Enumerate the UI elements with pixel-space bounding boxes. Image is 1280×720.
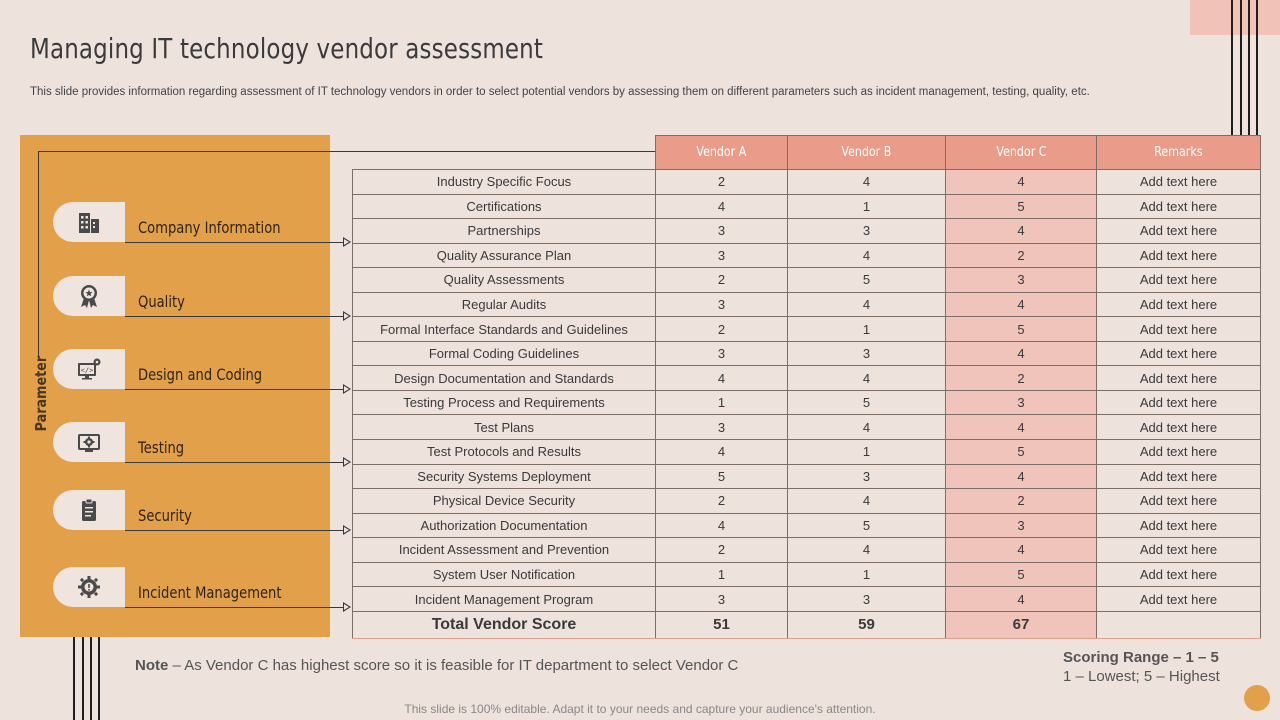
table-row — [353, 538, 1261, 563]
scoring-range-title: Scoring Range – 1 – 5 — [1063, 649, 1219, 666]
vendor-c-cell: 4 — [946, 587, 1097, 612]
code-monitor-icon — [76, 356, 102, 382]
icon-pill — [53, 422, 125, 462]
table-row — [353, 194, 1261, 219]
param-cell: Regular Audits — [353, 292, 656, 317]
vendor-a-cell: 3 — [656, 219, 788, 244]
vendor-a-cell: 4 — [656, 513, 788, 538]
category-label: Company Information — [138, 218, 281, 237]
table-row — [353, 464, 1261, 489]
vendor-b-cell: 1 — [788, 194, 946, 219]
vendor-c-cell: 4 — [946, 341, 1097, 366]
param-cell: Test Protocols and Results — [353, 440, 656, 465]
remarks-cell: Add text here — [1097, 513, 1261, 538]
category-label: Testing — [138, 438, 185, 457]
table-row — [353, 562, 1261, 587]
vendor-c-cell: 3 — [946, 268, 1097, 293]
category-label: Design and Coding — [138, 365, 263, 384]
vendor-c-cell: 5 — [946, 440, 1097, 465]
param-cell: Formal Interface Standards and Guidelines — [353, 317, 656, 342]
decorative-line — [1231, 0, 1233, 135]
vendor-b-cell: 1 — [788, 562, 946, 587]
param-cell: Security Systems Deployment — [353, 464, 656, 489]
vendor-b-cell: 3 — [788, 587, 946, 612]
arrow-icon — [343, 602, 351, 612]
table-row — [353, 170, 1261, 195]
table-header-row — [353, 136, 1261, 170]
vendor-a-cell: 4 — [656, 194, 788, 219]
vendor-c-cell: 2 — [946, 243, 1097, 268]
arrow-icon — [343, 237, 351, 247]
param-cell: Quality Assurance Plan — [353, 243, 656, 268]
param-cell: Testing Process and Requirements — [353, 390, 656, 415]
building-icon — [76, 209, 102, 235]
category-underline — [125, 389, 345, 390]
vendor-a-cell: 5 — [656, 464, 788, 489]
vendor-a-cell: 2 — [656, 317, 788, 342]
icon-pill — [53, 202, 125, 242]
total-row — [353, 611, 1261, 638]
vendor-a-cell: 4 — [656, 366, 788, 391]
vendor-a-cell: 1 — [656, 390, 788, 415]
total-vendor-a-cell: 51 — [656, 611, 788, 638]
scoring-range — [1063, 648, 1220, 686]
vendor-c-cell: 5 — [946, 562, 1097, 587]
vendor-b-cell: 3 — [788, 464, 946, 489]
param-cell: Partnerships — [353, 219, 656, 244]
vendor-c-cell: 2 — [946, 366, 1097, 391]
header-vendor-b: Vendor B — [788, 136, 946, 170]
vendor-a-cell: 3 — [656, 243, 788, 268]
param-cell: Authorization Documentation — [353, 513, 656, 538]
remarks-cell: Add text here — [1097, 194, 1261, 219]
table-row — [353, 513, 1261, 538]
decorative-line — [1248, 0, 1250, 135]
remarks-cell: Add text here — [1097, 440, 1261, 465]
param-cell: Incident Management Program — [353, 587, 656, 612]
vendor-b-cell: 3 — [788, 219, 946, 244]
vendor-assessment-table — [352, 135, 1261, 639]
table-row — [353, 317, 1261, 342]
vendor-b-cell: 1 — [788, 440, 946, 465]
remarks-cell: Add text here — [1097, 243, 1261, 268]
remarks-cell: Add text here — [1097, 587, 1261, 612]
svg-text:</>: </> — [80, 366, 94, 375]
table-row — [353, 268, 1261, 293]
arrow-icon — [343, 384, 351, 394]
param-cell: Incident Assessment and Prevention — [353, 538, 656, 563]
table-row — [353, 341, 1261, 366]
vendor-a-cell: 2 — [656, 170, 788, 195]
vendor-c-cell: 4 — [946, 170, 1097, 195]
decorative-line — [1240, 0, 1242, 135]
param-cell: Test Plans — [353, 415, 656, 440]
header-remarks: Remarks — [1097, 136, 1261, 170]
vendor-a-cell: 4 — [656, 440, 788, 465]
table-row — [353, 219, 1261, 244]
vendor-c-cell: 5 — [946, 194, 1097, 219]
vendor-b-cell: 4 — [788, 366, 946, 391]
category-underline — [125, 530, 345, 531]
remarks-cell: Add text here — [1097, 415, 1261, 440]
vendor-b-cell: 4 — [788, 538, 946, 563]
vendor-a-cell: 3 — [656, 587, 788, 612]
icon-pill — [53, 276, 125, 316]
total-vendor-b-cell: 59 — [788, 611, 946, 638]
vendor-a-cell: 1 — [656, 562, 788, 587]
remarks-cell: Add text here — [1097, 489, 1261, 514]
vendor-c-cell: 4 — [946, 538, 1097, 563]
vendor-a-cell: 2 — [656, 538, 788, 563]
vendor-c-cell: 4 — [946, 292, 1097, 317]
vendor-b-cell: 4 — [788, 292, 946, 317]
remarks-cell: Add text here — [1097, 341, 1261, 366]
icon-pill — [53, 349, 125, 389]
category-underline — [125, 316, 345, 317]
category-label: Incident Management — [138, 583, 282, 602]
param-cell: System User Notification — [353, 562, 656, 587]
vendor-b-cell: 3 — [788, 341, 946, 366]
footer-text: This slide is 100% editable. Adapt it to your needs and capture your audience's attention. — [404, 702, 876, 716]
remarks-cell: Add text here — [1097, 219, 1261, 244]
table-row — [353, 292, 1261, 317]
vendor-b-cell: 4 — [788, 415, 946, 440]
vendor-c-cell: 4 — [946, 219, 1097, 244]
param-cell: Industry Specific Focus — [353, 170, 656, 195]
header-blank-cell — [353, 136, 656, 170]
category-underline — [125, 462, 345, 463]
vendor-c-cell: 3 — [946, 513, 1097, 538]
remarks-cell: Add text here — [1097, 292, 1261, 317]
param-cell: Formal Coding Guidelines — [353, 341, 656, 366]
arrow-icon — [343, 311, 351, 321]
vendor-b-cell: 5 — [788, 513, 946, 538]
category-label: Security — [138, 506, 192, 525]
decorative-rectangle — [1190, 0, 1280, 35]
icon-pill — [53, 567, 125, 607]
vendor-c-cell: 3 — [946, 390, 1097, 415]
remarks-cell: Add text here — [1097, 562, 1261, 587]
table-row — [353, 366, 1261, 391]
testing-gear-icon — [76, 429, 102, 455]
category-underline — [125, 607, 345, 608]
remarks-cell: Add text here — [1097, 170, 1261, 195]
category-underline — [125, 242, 345, 243]
remarks-cell: Add text here — [1097, 268, 1261, 293]
decorative-dot — [1244, 685, 1270, 711]
total-remarks-cell — [1097, 611, 1261, 638]
param-cell: Quality Assessments — [353, 268, 656, 293]
vendor-a-cell: 2 — [656, 489, 788, 514]
vendor-b-cell: 1 — [788, 317, 946, 342]
award-badge-icon — [76, 283, 102, 309]
icon-pill — [53, 490, 125, 530]
note-text: Note – As Vendor C has highest score so it is feasible for IT department to select Vendor C — [135, 657, 739, 674]
arrow-icon — [343, 457, 351, 467]
vendor-c-cell: 4 — [946, 464, 1097, 489]
header-vendor-c: Vendor C — [946, 136, 1097, 170]
page-title: Managing IT technology vendor assessment — [30, 32, 544, 65]
vendor-b-cell: 5 — [788, 268, 946, 293]
clipboard-icon — [76, 497, 102, 523]
vendor-b-cell: 4 — [788, 170, 946, 195]
vendor-a-cell: 3 — [656, 341, 788, 366]
scoring-range-detail: 1 – Lowest; 5 – Highest — [1063, 668, 1220, 685]
vendor-b-cell: 5 — [788, 390, 946, 415]
vendor-a-cell: 3 — [656, 292, 788, 317]
gear-alert-icon — [76, 574, 102, 600]
remarks-cell: Add text here — [1097, 366, 1261, 391]
category-label: Quality — [138, 292, 185, 311]
vendor-b-cell: 4 — [788, 243, 946, 268]
vendor-a-cell: 3 — [656, 415, 788, 440]
remarks-cell: Add text here — [1097, 538, 1261, 563]
table-row — [353, 489, 1261, 514]
table-row — [353, 390, 1261, 415]
remarks-cell: Add text here — [1097, 390, 1261, 415]
param-cell: Design Documentation and Standards — [353, 366, 656, 391]
table-row — [353, 440, 1261, 465]
total-vendor-c-cell: 67 — [946, 611, 1097, 638]
remarks-cell: Add text here — [1097, 464, 1261, 489]
page-subtitle: This slide provides information regarding assessment of IT technology vendors in order to select potential vendors by assessing them on different parameters such as incident management, testing, quality, etc. — [30, 86, 1090, 98]
connector-line — [38, 151, 39, 356]
header-vendor-a: Vendor A — [656, 136, 788, 170]
table-row — [353, 587, 1261, 612]
vendor-c-cell: 2 — [946, 489, 1097, 514]
table-row — [353, 415, 1261, 440]
remarks-cell: Add text here — [1097, 317, 1261, 342]
vendor-a-cell: 2 — [656, 268, 788, 293]
param-cell: Certifications — [353, 194, 656, 219]
param-cell: Physical Device Security — [353, 489, 656, 514]
total-label-cell: Total Vendor Score — [353, 611, 656, 638]
vendor-c-cell: 5 — [946, 317, 1097, 342]
decorative-line — [1256, 0, 1258, 135]
table-row — [353, 243, 1261, 268]
vendor-b-cell: 4 — [788, 489, 946, 514]
vendor-c-cell: 4 — [946, 415, 1097, 440]
arrow-icon — [343, 525, 351, 535]
